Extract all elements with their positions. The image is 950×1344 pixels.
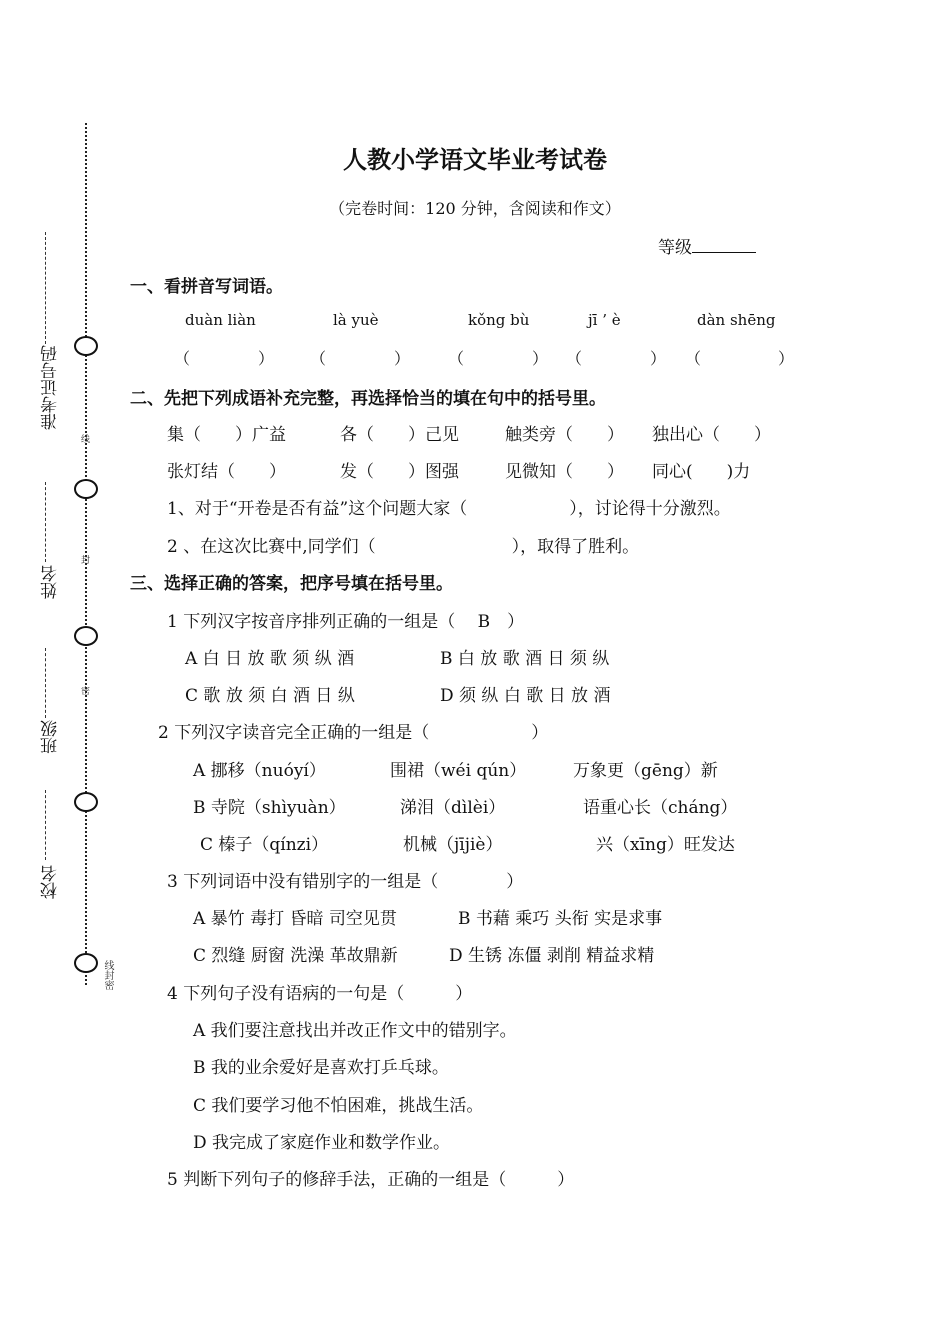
option-d: D 须 纵 白 歌 日 放 酒 xyxy=(440,686,611,706)
option-b: B 白 放 歌 酒 日 须 纵 xyxy=(440,649,610,669)
idiom-item: 张灯结（ ） xyxy=(167,462,286,482)
fill-line xyxy=(45,482,46,562)
fill-line xyxy=(45,648,46,718)
option-b: B 寺院（shìyuàn） xyxy=(193,798,346,818)
option-a: A 挪移（nuóyí） xyxy=(193,761,326,781)
answer-paren: （ xyxy=(448,349,465,368)
option-b-word: 涕泪（dìlèi） xyxy=(400,798,506,818)
binding-hole xyxy=(74,953,98,973)
seal-mark-bottom: 线封密 xyxy=(102,960,113,990)
answer-paren: （ xyxy=(566,349,583,368)
question-3: 3 下列词语中没有错别字的一组是（ ） xyxy=(167,872,524,892)
binding-hole xyxy=(74,792,98,812)
pinyin-item: jī ’ è xyxy=(588,311,621,329)
grade-label: 等级 xyxy=(658,238,692,258)
pinyin-item: duàn liàn xyxy=(185,311,256,329)
binding-line xyxy=(85,123,87,985)
class-label: 班级 xyxy=(41,720,61,754)
pinyin-item: kǒng bù xyxy=(468,311,530,329)
fill-line xyxy=(45,232,46,344)
option-a-word: 围裙（wéi qún） xyxy=(390,761,527,781)
binding-hole xyxy=(74,336,98,356)
binding-hole xyxy=(74,479,98,499)
option-c-word: 机械（jījiè） xyxy=(403,835,503,855)
fill-line xyxy=(45,790,46,860)
section-3-heading: 三、选择正确的答案，把序号填在括号里。 xyxy=(130,574,453,594)
idiom-item: 独出心（ ） xyxy=(652,425,771,445)
grade-field xyxy=(658,233,756,258)
option-d: D 我完成了家庭作业和数学作业。 xyxy=(193,1133,451,1153)
answer-paren: ） xyxy=(532,349,549,368)
pinyin-item: là yuè xyxy=(333,311,379,329)
option-c-word: 兴（xīng）旺发达 xyxy=(596,835,735,855)
answer-paren: （ xyxy=(685,349,702,368)
idiom-item: 集（ ）广益 xyxy=(167,425,286,445)
answer-paren: （ xyxy=(310,349,327,368)
section-2-heading: 二、先把下列成语补充完整，再选择恰当的填在句中的括号里。 xyxy=(130,389,606,409)
seal-mark: 密 xyxy=(79,686,89,695)
idiom-item: 发（ ）图强 xyxy=(340,462,459,482)
option-d: D 生锈 冻僵 剥削 精益求精 xyxy=(449,946,655,966)
school-label: 校名 xyxy=(41,865,61,899)
option-a-word: 万象更（gēng）新 xyxy=(573,761,718,781)
option-c: C 榛子（qínzi） xyxy=(200,835,329,855)
question-5: 5 判断下列句子的修辞手法，正确的一组是（ ） xyxy=(167,1170,575,1190)
binding-hole xyxy=(74,626,98,646)
exam-duration: （完卷时间：120 分钟，含阅读和作文） xyxy=(329,199,621,218)
answer-paren: ） xyxy=(394,349,411,368)
option-a: A 暴竹 毒打 昏暗 司空见贯 xyxy=(193,909,397,929)
option-a: A 白 日 放 歌 须 纵 酒 xyxy=(185,649,355,669)
question-1: 1 下列汉字按音序排列正确的一组是（ B ） xyxy=(167,612,525,632)
idiom-item: 各（ ）己见 xyxy=(340,425,459,445)
option-b-word: 语重心长（cháng） xyxy=(583,798,738,818)
exam-number-label: 准考证号码 xyxy=(41,345,61,430)
option-b: B 书藉 乘巧 头衔 实是求事 xyxy=(458,909,663,929)
option-b: B 我的业余爱好是喜欢打乒乓球。 xyxy=(193,1058,449,1078)
grade-blank[interactable] xyxy=(692,238,756,253)
idiom-item: 见微知（ ） xyxy=(505,462,624,482)
fill-sentence: 2 、在这次比赛中,同学们（ ），取得了胜利。 xyxy=(167,537,640,557)
name-label: 姓名 xyxy=(41,565,61,599)
fill-sentence: 1、对于“开卷是否有益”这个问题大家（ ），讨论得十分激烈。 xyxy=(167,499,731,519)
question-4: 4 下列句子没有语病的一句是（ ） xyxy=(167,984,473,1004)
option-a: A 我们要注意找出并改正作文中的错别字。 xyxy=(193,1021,517,1041)
answer-paren: ） xyxy=(258,349,275,368)
option-c: C 我们要学习他不怕困难，挑战生活。 xyxy=(193,1096,484,1116)
option-c: C 烈缝 厨窗 洗澡 革故鼎新 xyxy=(193,946,398,966)
idiom-item: 触类旁（ ） xyxy=(505,425,624,445)
section-1-heading: 一、看拼音写词语。 xyxy=(130,277,283,297)
idiom-item: 同心( )力 xyxy=(652,462,751,482)
seal-mark: 封 xyxy=(79,555,89,564)
answer-paren: ） xyxy=(778,349,795,368)
pinyin-item: dàn shēng xyxy=(697,311,776,329)
answer-paren: （ xyxy=(174,349,191,368)
page-title: 人教小学语文毕业考试卷 xyxy=(343,146,607,174)
option-c: C 歌 放 须 白 酒 日 纵 xyxy=(185,686,355,706)
seal-mark: 线 xyxy=(79,434,89,443)
question-2: 2 下列汉字读音完全正确的一组是（ ） xyxy=(158,723,549,743)
answer-paren: ） xyxy=(650,349,667,368)
